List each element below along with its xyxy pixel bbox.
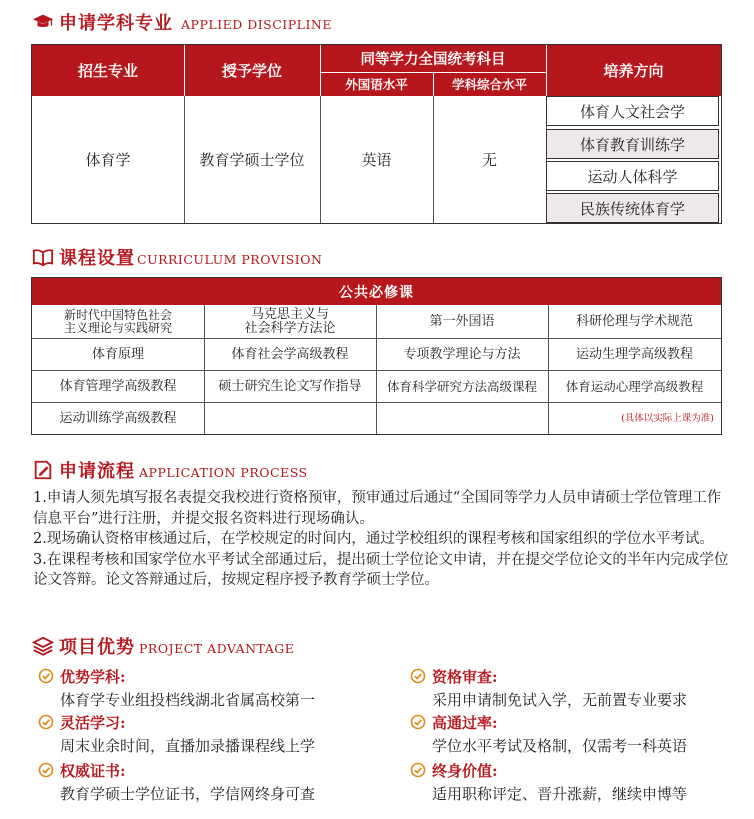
discipline-subtitle: APPLIED DISCIPLINE <box>181 17 332 32</box>
process-subtitle: APPLICATION PROCESS <box>139 465 308 480</box>
header-subject-comprehensive: 学科综合水平 <box>451 77 527 92</box>
curriculum-bar: 公共必修课 <box>32 278 721 305</box>
edit-document-icon <box>32 459 54 481</box>
course-cell: 新时代中国特色社会 主义理论与实践研究 <box>63 308 172 335</box>
direction-item: 运动人体科学 <box>546 161 719 191</box>
major-value: 体育学 <box>85 151 131 169</box>
course-cell: 第一外国语 <box>429 314 495 329</box>
advantage-item <box>410 712 687 756</box>
advantage-item-title: 高通过率: <box>432 714 498 732</box>
course-cell: 体育科学研究方法高级课程 <box>386 378 537 394</box>
advantage-item-desc: 学位水平考试及格制，仅需考一科英语 <box>432 737 688 755</box>
divider <box>546 45 547 96</box>
divider <box>320 45 321 96</box>
divider <box>433 72 434 96</box>
subject-comprehensive-value: 无 <box>481 151 497 169</box>
layers-icon <box>32 635 54 657</box>
curriculum-heading <box>32 244 322 270</box>
advantage-item-title: 灵活学习: <box>60 714 126 732</box>
direction-item: 体育教育训练学 <box>546 129 719 159</box>
graduation-cap-icon <box>32 11 54 33</box>
advantage-title: 项目优势 <box>59 637 135 658</box>
course-cell: 体育管理学高级教程 <box>59 378 177 394</box>
curriculum-subtitle: CURRICULUM PROVISION <box>137 252 323 267</box>
header-direction: 培养方向 <box>603 62 664 80</box>
advantage-item-desc: 周末业余时间，直播加录播课程线上学 <box>60 737 316 755</box>
open-book-icon <box>32 246 54 268</box>
advantage-item <box>38 760 315 804</box>
header-degree: 授予学位 <box>221 62 282 80</box>
course-cell: 专项教学理论与方法 <box>403 346 521 362</box>
header-major: 招生专业 <box>77 62 138 80</box>
course-cell: 马克思主义与 社会科学方法论 <box>244 307 336 336</box>
advantage-item-desc: 适用职称评定、晋升涨薪，继续申博等 <box>432 785 688 803</box>
process-step: 2.现场确认资格审核通过后，在学校规定的时间内，通过学校组织的课程考核和国家组织的学位水平考试。 <box>33 531 714 547</box>
discipline-title: 申请学科专业 <box>59 13 173 34</box>
process-heading <box>32 457 308 483</box>
course-cell: 科研伦理与学术规范 <box>575 314 693 329</box>
advantage-item <box>410 666 687 710</box>
process-step: 1.申请人须先填写报名表提交我校进行资格预审，预审通过后通过“全国同等学力人员申请硕士学位管理工作信息平台”进行注册，并提交报名资料进行现场确认。 <box>33 490 722 527</box>
advantage-item-desc: 体育学专业组投档线湖北省属高校第一 <box>60 691 316 709</box>
course-cell: 运动训练学高级教程 <box>59 410 177 426</box>
check-badge-icon <box>410 762 426 778</box>
advantage-item-desc: 采用申请制免试入学，无前置专业要求 <box>432 691 688 709</box>
advantage-item <box>38 666 315 710</box>
foreign-language-value: 英语 <box>361 151 392 169</box>
advantage-item-title: 优势学科: <box>60 668 126 686</box>
check-badge-icon <box>410 714 426 730</box>
curriculum-table <box>31 277 722 435</box>
advantage-item-title: 终身价值: <box>432 762 498 780</box>
process-title: 申请流程 <box>59 461 135 482</box>
check-badge-icon <box>38 668 54 684</box>
header-foreign-language: 外国语水平 <box>345 77 408 92</box>
advantage-item-title: 资格审查: <box>432 668 498 686</box>
process-steps <box>33 488 733 591</box>
course-cell: 硕士研究生论文写作指导 <box>218 378 362 394</box>
divider <box>184 45 185 96</box>
advantage-item-title: 权威证书: <box>60 762 126 780</box>
advantage-heading <box>32 633 294 659</box>
course-cell: 运动生理学高级教程 <box>575 346 693 362</box>
process-step: 3.在课程考核和国家学位水平考试全部通过后，提出硕士学位论文申请，并在提交学位论文的半年内完成学位论文答辩。论文答辩通过后，按规定程序授予教育学硕士学位。 <box>33 551 729 588</box>
check-badge-icon <box>38 714 54 730</box>
direction-item: 体育人文社会学 <box>546 96 719 126</box>
check-badge-icon <box>410 668 426 684</box>
check-badge-icon <box>38 762 54 778</box>
discipline-heading <box>32 9 332 35</box>
course-cell: 体育运动心理学高级教程 <box>565 378 704 394</box>
advantage-item-desc: 教育学硕士学位证书，学信网终身可查 <box>60 785 316 803</box>
course-cell: 体育原理 <box>91 346 144 362</box>
advantage-subtitle: PROJECT ADVANTAGE <box>139 641 295 656</box>
degree-value: 教育学硕士学位 <box>199 151 305 169</box>
header-exam-group: 同等学力全国统考科目 <box>360 51 506 68</box>
course-cell: 体育社会学高级教程 <box>231 346 349 362</box>
direction-item: 民族传统体育学 <box>546 193 719 223</box>
advantage-item <box>410 760 687 804</box>
advantage-item <box>38 712 315 756</box>
curriculum-title: 课程设置 <box>59 248 135 269</box>
course-cell <box>204 403 376 434</box>
divider <box>320 72 546 73</box>
course-cell <box>376 403 548 434</box>
course-note: (具体以实际上课为准) <box>621 412 714 424</box>
